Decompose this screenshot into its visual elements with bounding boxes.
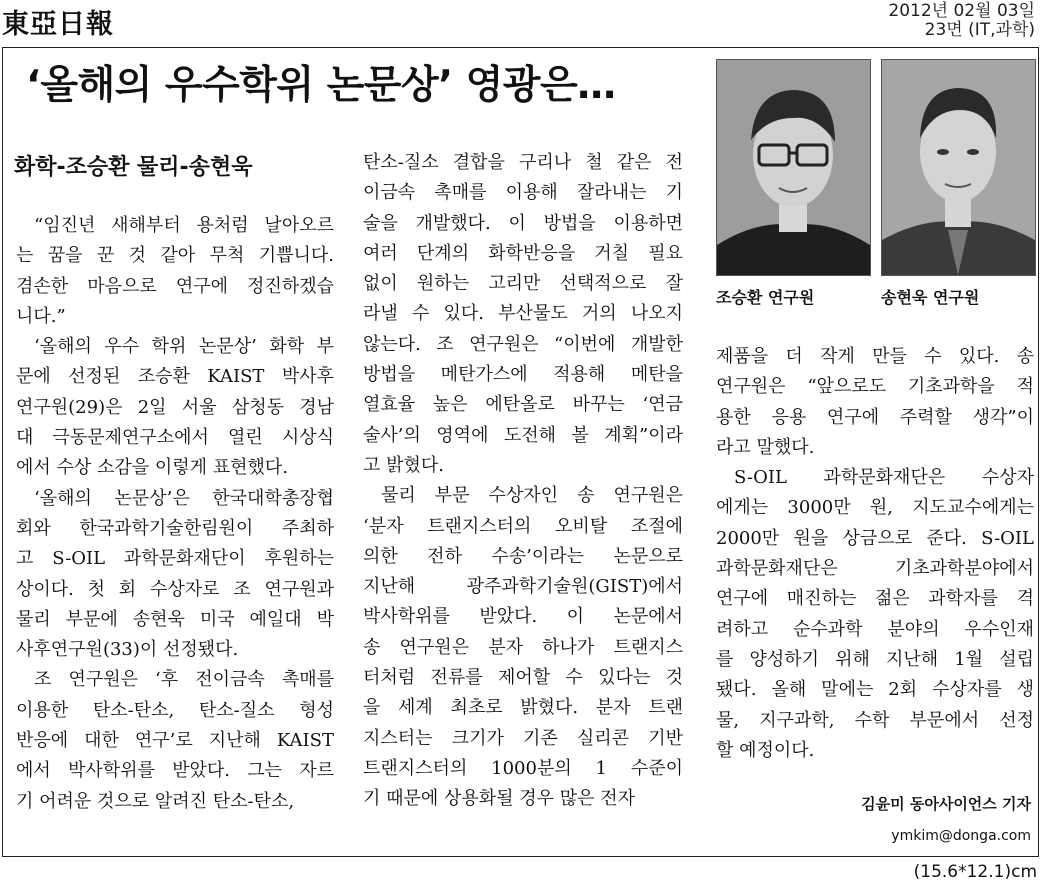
article-line: 문에 선정된 조승환 KAIST 박사후	[16, 366, 334, 388]
article-line: 술을 개발했다. 이 방법을 이용하면	[363, 212, 683, 234]
article-line: ‘올해의 우수 학위 논문상’ 화학 부	[34, 336, 334, 358]
article-line: “임진년 새해부터 용처럼 날아오르	[34, 215, 334, 236]
article-line: 박사학위를 받았다. 이 논문에서	[363, 606, 683, 628]
article-line: 할 예정이다.	[716, 739, 815, 761]
article-line: ‘분자 트랜지스터의 오비탈 조절에	[363, 515, 683, 537]
article-line: 을 세계 최초로 밝혔다. 분자 트랜	[363, 697, 683, 719]
article-line: 기 때문에 상용화될 경우 많은 전자	[363, 788, 636, 810]
article-line: 됐다. 올해 말에는 2회 수상자를 생	[716, 679, 1034, 701]
article-line: 라낼 수 있다. 부산물도 거의 나오지	[363, 303, 683, 325]
article-line: 기 어려운 것으로 알려진 탄소-탄소,	[16, 790, 295, 812]
portrait-cho-icon	[717, 60, 870, 275]
page-section: 23면 (IT,과학)	[924, 20, 1035, 40]
article-line: 려하고 순수과학 분야의 우수인재	[716, 618, 1034, 640]
article-line: 고 밝혔다.	[363, 454, 444, 476]
article-line: S-OIL 과학문화재단은 수상자	[734, 467, 1034, 489]
photo-caption-song: 송현욱 연구원	[881, 288, 980, 307]
article-line: 에서 박사학위를 받았다. 그는 자르	[16, 760, 334, 782]
article-column-3	[716, 342, 1034, 766]
article-line: 니다.”	[16, 305, 66, 327]
portrait-song-icon	[882, 60, 1035, 275]
dateline	[888, 2, 1035, 40]
article-line: 과학문화재단은 기초과학분야에서	[716, 558, 1034, 580]
article-column-1	[16, 211, 334, 817]
reporter-byline: 김윤미 동아사이언스 기자	[861, 795, 1031, 813]
article-line: 연구원은 “앞으로도 기초과학을 적	[716, 376, 1034, 398]
article-line: 는 꿈을 꾼 것 같아 무척 기쁩니다.	[16, 245, 334, 267]
article-line: 겸손한 마음으로 연구에 정진하겠습	[16, 275, 334, 297]
article-line: 반응에 대한 연구’로 지난해 KAIST	[16, 730, 334, 752]
article-line: 탄소-질소 결합을 구리나 철 같은 전	[363, 152, 683, 173]
article-line: 이용한 탄소-탄소, 탄소-질소 형성	[16, 699, 334, 721]
clipping-size-note: (15.6*12.1)cm	[913, 862, 1037, 882]
article-line: 에게는 3000만 원, 지도교수에게는	[716, 497, 1034, 519]
article-line: 물리 부문 수상자인 송 연구원은	[381, 485, 683, 507]
article-line: 터처럼 전류를 제어할 수 있다는 것	[363, 667, 683, 689]
article-line: 를 양성하기 위해 지난해 1월 설립	[716, 648, 1034, 670]
reporter-email: ymkim@donga.com	[891, 828, 1031, 844]
article-line: 2000만 원을 상금으로 준다. S-OIL	[716, 527, 1034, 549]
article-line: 대 극동문제연구소에서 열린 시상식	[16, 427, 334, 449]
article-line: 사후연구원(33)이 선정됐다.	[16, 639, 239, 661]
article-line: 조 연구원은 ‘후 전이금속 촉매를	[34, 669, 334, 691]
article-line: 라고 말했다.	[716, 436, 815, 458]
article-line: 송 연구원은 분자 하나가 트랜지스	[363, 636, 683, 658]
article-line: ‘올해의 논문상’은 한국대학총장협	[34, 487, 334, 509]
article-line: 술사’의 영역에 도전해 볼 계획”이라	[363, 424, 683, 446]
article-line: 열효율 높은 에탄올로 바꾸는 ‘연금	[363, 394, 683, 416]
article-line: 이금속 촉매를 이용해 잘라내는 기	[363, 182, 683, 204]
article-line: 트랜지스터의 1000분의 1 수준이	[363, 757, 683, 779]
article-line: 물, 지구과학, 수학 부문에서 선정	[716, 709, 1034, 731]
portrait-photo-song	[881, 59, 1036, 276]
article-line: 에서 수상 소감을 이렇게 표현했다.	[16, 457, 289, 479]
article-line: 않는다. 조 연구원은 “이번에 개발한	[363, 333, 683, 355]
article-column-2	[363, 148, 683, 815]
newspaper-masthead: 東亞日報	[2, 9, 114, 40]
article-line: 의한 전하 수송’이라는 논문으로	[363, 545, 683, 567]
article-line: 제품을 더 작게 만들 수 있다. 송	[716, 346, 1034, 367]
article-line: 연구에 매진하는 젊은 과학자를 격	[716, 588, 1034, 610]
portrait-photo-cho	[716, 59, 871, 276]
article-line: 방법을 메탄가스에 적용해 메탄을	[363, 364, 683, 386]
article-line: 고 S-OIL 과학문화재단이 후원하는	[16, 548, 334, 570]
article-line: 연구원(29)은 2일 서울 삼청동 경남	[16, 396, 334, 418]
article-line: 지스터는 크기가 기존 실리콘 기반	[363, 727, 683, 749]
publication-date: 2012년 02월 03일	[888, 1, 1035, 21]
article-line: 여러 단계의 화학반응을 거칠 필요	[363, 242, 683, 264]
article-line: 용한 응용 연구에 주력할 생각”이	[716, 406, 1034, 428]
article-line: 물리 부문에 송현욱 미국 예일대 박	[16, 608, 334, 630]
article-line: 상이다. 첫 회 수상자로 조 연구원과	[16, 578, 334, 600]
article-line: 지난해 광주과학기술원(GIST)에서	[363, 576, 683, 598]
photo-caption-cho: 조승환 연구원	[716, 288, 815, 307]
article-line: 회와 한국과학기술한림원이 주최하	[16, 517, 334, 539]
article-headline: ‘올해의 우수학위 논문상’ 영광은…	[26, 63, 616, 108]
article-line: 없이 원하는 고리만 선택적으로 잘	[363, 273, 683, 295]
article-subhead: 화학-조승환 물리-송현욱	[14, 155, 253, 180]
